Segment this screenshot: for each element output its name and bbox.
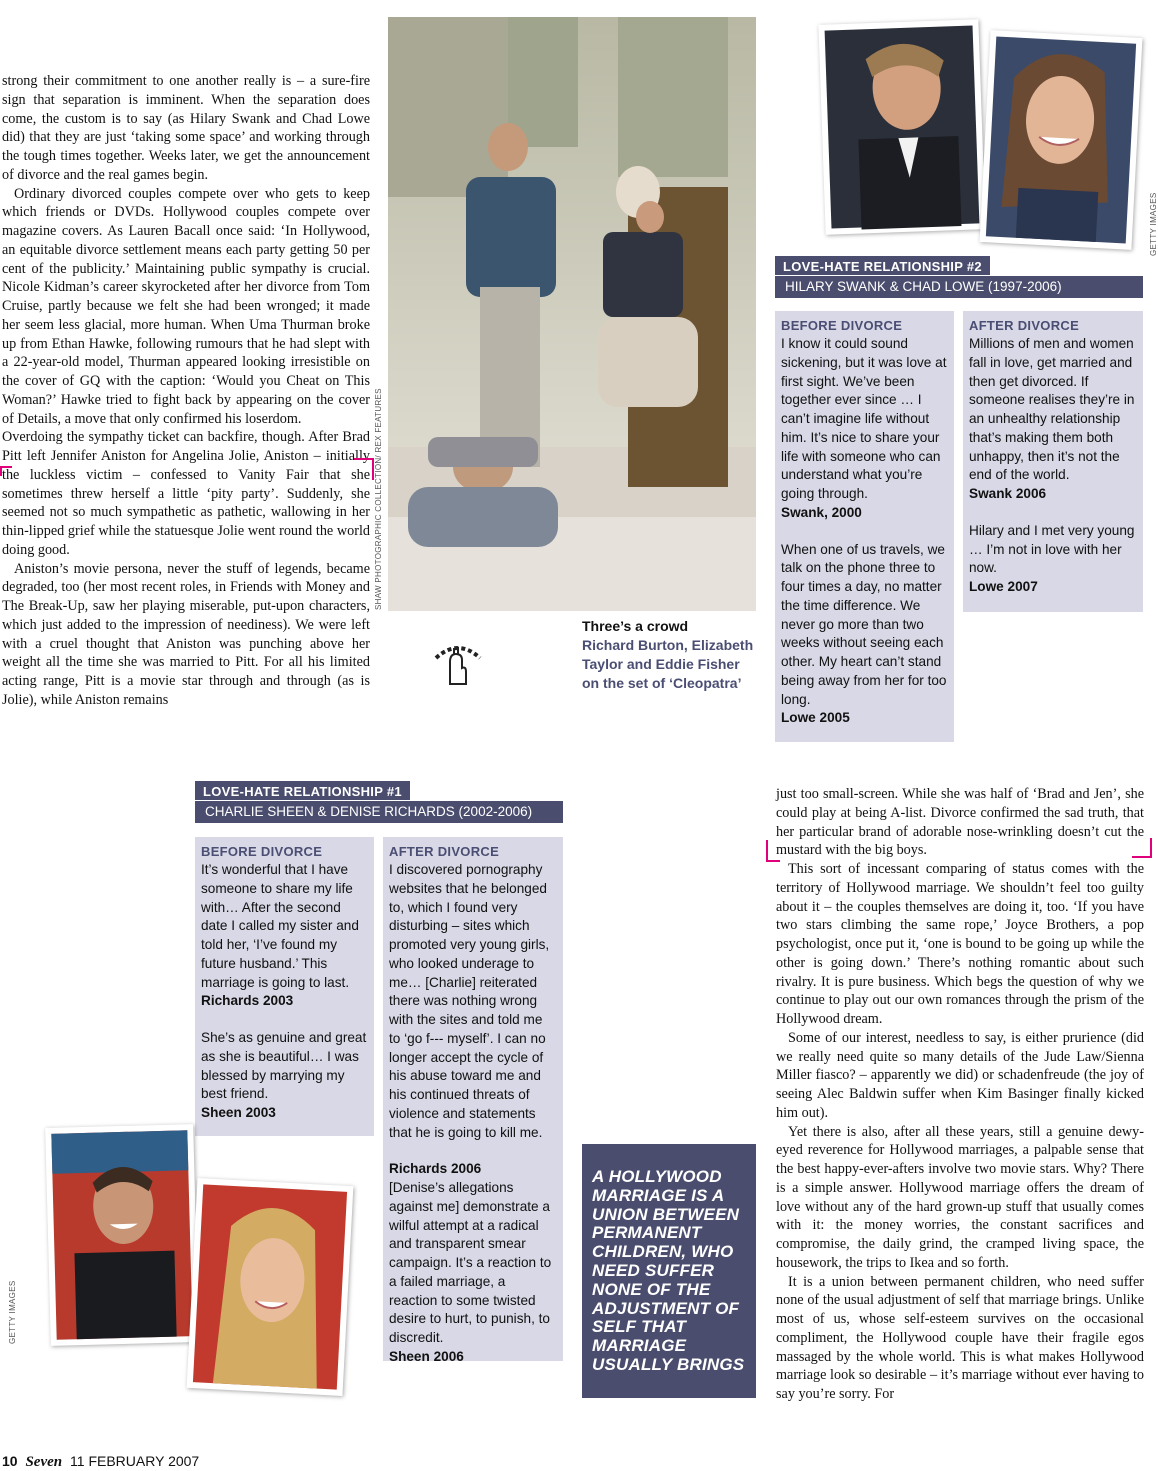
quote-attribution: Lowe 2007 (969, 579, 1038, 594)
magazine-name: Seven (25, 1454, 63, 1470)
caption-text: Richard Burton, Elizabeth Taylor and Eddie Fisher on the set of ‘Cleopatra’ (582, 637, 754, 691)
chad-lowe-photo (818, 19, 985, 234)
quote-attribution: Lowe 2005 (781, 710, 850, 726)
before-divorce-heading: BEFORE DIVORCE (781, 318, 903, 333)
quote-text: Hilary and I met very young … I’m not in love with her now. (969, 522, 1135, 576)
article-paragraph: Aniston’s movie persona, never the stuff of legends, became degraded, too (her most recent roles, in Friends with Money and The Break-Up, saw her playing miserable, put-upon characters, which just added to the impression of neediness). We were left with a cruel thought that Aniston was punching above her weight all the time she was married to Pitt. For all his limited acting range, Pitt is a movie star through and through (as is Jolie), while Aniston remains (2, 560, 370, 708)
article-paragraph: just too small-screen. While she was half of ‘Brad and Jen’, she could play at being A-list. Divorce confirmed the sad truth, that her particular brand of adorable nose-wrinkling doesn’t cut the mustard with the big boys. (776, 786, 1144, 859)
issue-date: 11 FEBRUARY 2007 (70, 1453, 200, 1469)
article-paragraph: It is a union between permanent children, who need suffer none of the usual adjustment of self that marriage brings. Unlike most of us, whose self-esteem survives on the occasional compliment, the Hollywood couple have their fragile egos massaged by the whole world. This is what makes Hollywood marriage look so desirable – it’s marriage without ever having to say you’re sorry. For (776, 1273, 1144, 1402)
cleopatra-set-photo (388, 17, 756, 611)
after-divorce-heading: AFTER DIVORCE (969, 318, 1080, 333)
hilary-swank-photo (980, 30, 1143, 250)
relationship2-after-box (963, 311, 1143, 612)
quote-text: She’s as genuine and great as she is beautiful… I was blessed by marrying my best friend. (201, 1030, 367, 1102)
relationship1-banner (195, 781, 563, 823)
edit-mark (766, 840, 780, 862)
getty-credit: GETTY IMAGES (1149, 192, 1158, 256)
relationship1-label: LOVE-HATE RELATIONSHIP #1 (195, 781, 410, 800)
edit-mark (1132, 838, 1152, 858)
edit-mark (0, 466, 12, 476)
photo-caption (582, 617, 760, 693)
hands-logo-icon (432, 640, 484, 690)
article-paragraph: Overdoing the sympathy ticket can backfire, though. After Brad Pitt left Jennifer Aniston for Angelina Jolie, Aniston – initially the luckless victim – confessed to Vanity Fair that she sometimes threw herself a little ‘pity party’. Suddenly, she seemed not so much sympathetic as pathetic, wallowing in her thin-lipped grief while the statuesque Jolie went round the world doing good. (2, 429, 370, 558)
quote-text: Millions of men and women fall in love, get married and then get divorced. If someone realises they’re in an unhealthy relationship that’s making them both unhappy, then it’s not the end of the world. (969, 336, 1135, 483)
charlie-sheen-photo (45, 1124, 199, 1346)
relationship2-couple: HILARY SWANK & CHAD LOWE (1997-2006) (775, 276, 1143, 298)
photo-illustration (388, 17, 756, 611)
relationship2-banner (775, 256, 1143, 298)
relationship2-before-box (775, 311, 954, 742)
quote-text: When one of us travels, we talk on the phone three to four times a day, no matter the time difference. We never go more than two weeks without seeing each other. My heart can’t stand being away from her for too long. (781, 541, 947, 707)
pull-quote (582, 1144, 756, 1398)
after-divorce-heading: AFTER DIVORCE (389, 844, 500, 859)
page-footer (2, 1453, 199, 1471)
relationship2-label: LOVE-HATE RELATIONSHIP #2 (775, 256, 990, 275)
photo-credit: SHAW PHOTOGRAPHIC COLLECTION/ REX FEATURES (374, 388, 383, 610)
quote-attribution: Sheen 2006 (389, 1348, 464, 1364)
pull-quote-text: A HOLLYWOOD MARRIAGE IS A UNION BETWEEN PERMANENT CHILDREN, WHO NEED SUFFER NONE OF THE ADJUSTMENT OF SELF THAT MARRIAGE USUALLY BRINGS (592, 1167, 745, 1374)
quote-text: [Denise’s allegations against me] demonstrate a wilful attempt at a radical and transparent smear campaign. It’s a reaction to a failed marriage, a reaction to some twisted desire to hurt, to punish, to discredit. (389, 1180, 552, 1345)
quote-text: It’s wonderful that I have someone to share my life with… After the second date I called my sister and told her, ‘I’ve found my future husband.’ This marriage is going to last. (201, 862, 359, 990)
article-paragraph: Yet there is also, after all these years, still a genuine dewy-eyed reverence for Hollywood marriages, a palpable sense that the best happy-ever-afters involve two movie stars. Why? There is a simple answer. Hollywood marriage offers the dream of love without any of the hard grown-up stuff that usually comes with it: the money worries, the constant sacrifices and compromise, the daily grind, the cramped living space, the housework, the trips to Ikea and so forth. (776, 1123, 1144, 1271)
getty-credit: GETTY IMAGES (8, 1280, 17, 1344)
before-divorce-heading: BEFORE DIVORCE (201, 844, 323, 859)
quote-attribution: Swank, 2000 (781, 504, 862, 520)
quote-attribution: Swank 2006 (969, 486, 1047, 501)
relationship1-before-box (195, 837, 374, 1136)
relationship1-couple: CHARLIE SHEEN & DENISE RICHARDS (2002-2006) (195, 801, 563, 823)
caption-title: Three’s a crowd (582, 618, 689, 634)
edit-mark (354, 458, 374, 480)
article-paragraph: Ordinary divorced couples compete over who gets to keep which friends or DVDs. Hollywood couples compete over magazine covers. As Lauren Bacall once said: ‘In Hollywood, an equitable divorce settlement means each party getting 50 per cent of the publicity.’ Maintaining public sympathy is crucial. Nicole Kidman’s career skyrocketed after her divorce from Tom Cruise, partly because we felt she had been wronged; it made her seem less glacial, more human. When Uma Thurman broke up from Ethan Hawke, following rumours that he had slept with a 22-year-old model, Thurman appeared looking irresistible on the cover of GQ with the caption: ‘Would you Cheat on This Woman?’ Hawke tried to fight back by appearing on the cover of Details, a move that only confirmed his loserdom. (2, 185, 370, 427)
article-column-1 (2, 72, 370, 710)
page-number: 10 (2, 1453, 18, 1469)
article-column-3 (776, 785, 1144, 1404)
article-paragraph: This sort of incessant comparing of status comes with the territory of Hollywood marriage. We shouldn’t feel too guilty about it – the couples themselves are doing it, too. ‘If you have two stars climbing the same rope,’ Joyce Brothers, a pop psychologist, once put it, ‘one is bound to be going up while the other is going down.’ There’s nothing romantic about such rivalry. It is pure business. Which begs the question of why we continue to play out our own romances through the prism of the Hollywood dream. (776, 861, 1144, 1027)
quote-text: I know it could sound sickening, but it was love at first sight. We’ve been together ever since … I can’t imagine life without him. It’s nice to share your life with someone who can understand what you’re going through. (781, 336, 947, 501)
quote-attribution: Sheen 2003 (201, 1105, 276, 1120)
denise-richards-photo (187, 1178, 354, 1396)
article-paragraph: Some of our interest, needless to say, is either prurience (did we really need quite so many details of the Jude Law/Sienna Miller fiasco? – apparently we did) or schadenfreude (the joy of seeing Alec Baldwin suffer when Kim Basinger finally kicked him out). (776, 1029, 1144, 1121)
article-paragraph: strong their commitment to one another really is – a sure-fire sign that separation is imminent. When the separation does come, the custom is to say (as Hilary Swank and Chad Lowe did) that they are just ‘taking some space’ and working through the tough times together. Weeks later, we get the announcement of divorce and the real games begin. (2, 73, 370, 183)
quote-attribution: Richards 2006 (389, 1161, 482, 1177)
relationship1-after-box (383, 837, 563, 1364)
quote-text: I discovered pornography websites that he belonged to, which I found very disturbing – sites which promoted very young girls, who looked underage to me… [Charlie] reiterated there was nothing wrong with the sites and told me to ‘go f--- myself’. I can no longer accept the cycle of his abuse toward me and his continued threats of violence and statements that he is going to kill me. (389, 862, 550, 1140)
quote-attribution: Richards 2003 (201, 993, 294, 1009)
